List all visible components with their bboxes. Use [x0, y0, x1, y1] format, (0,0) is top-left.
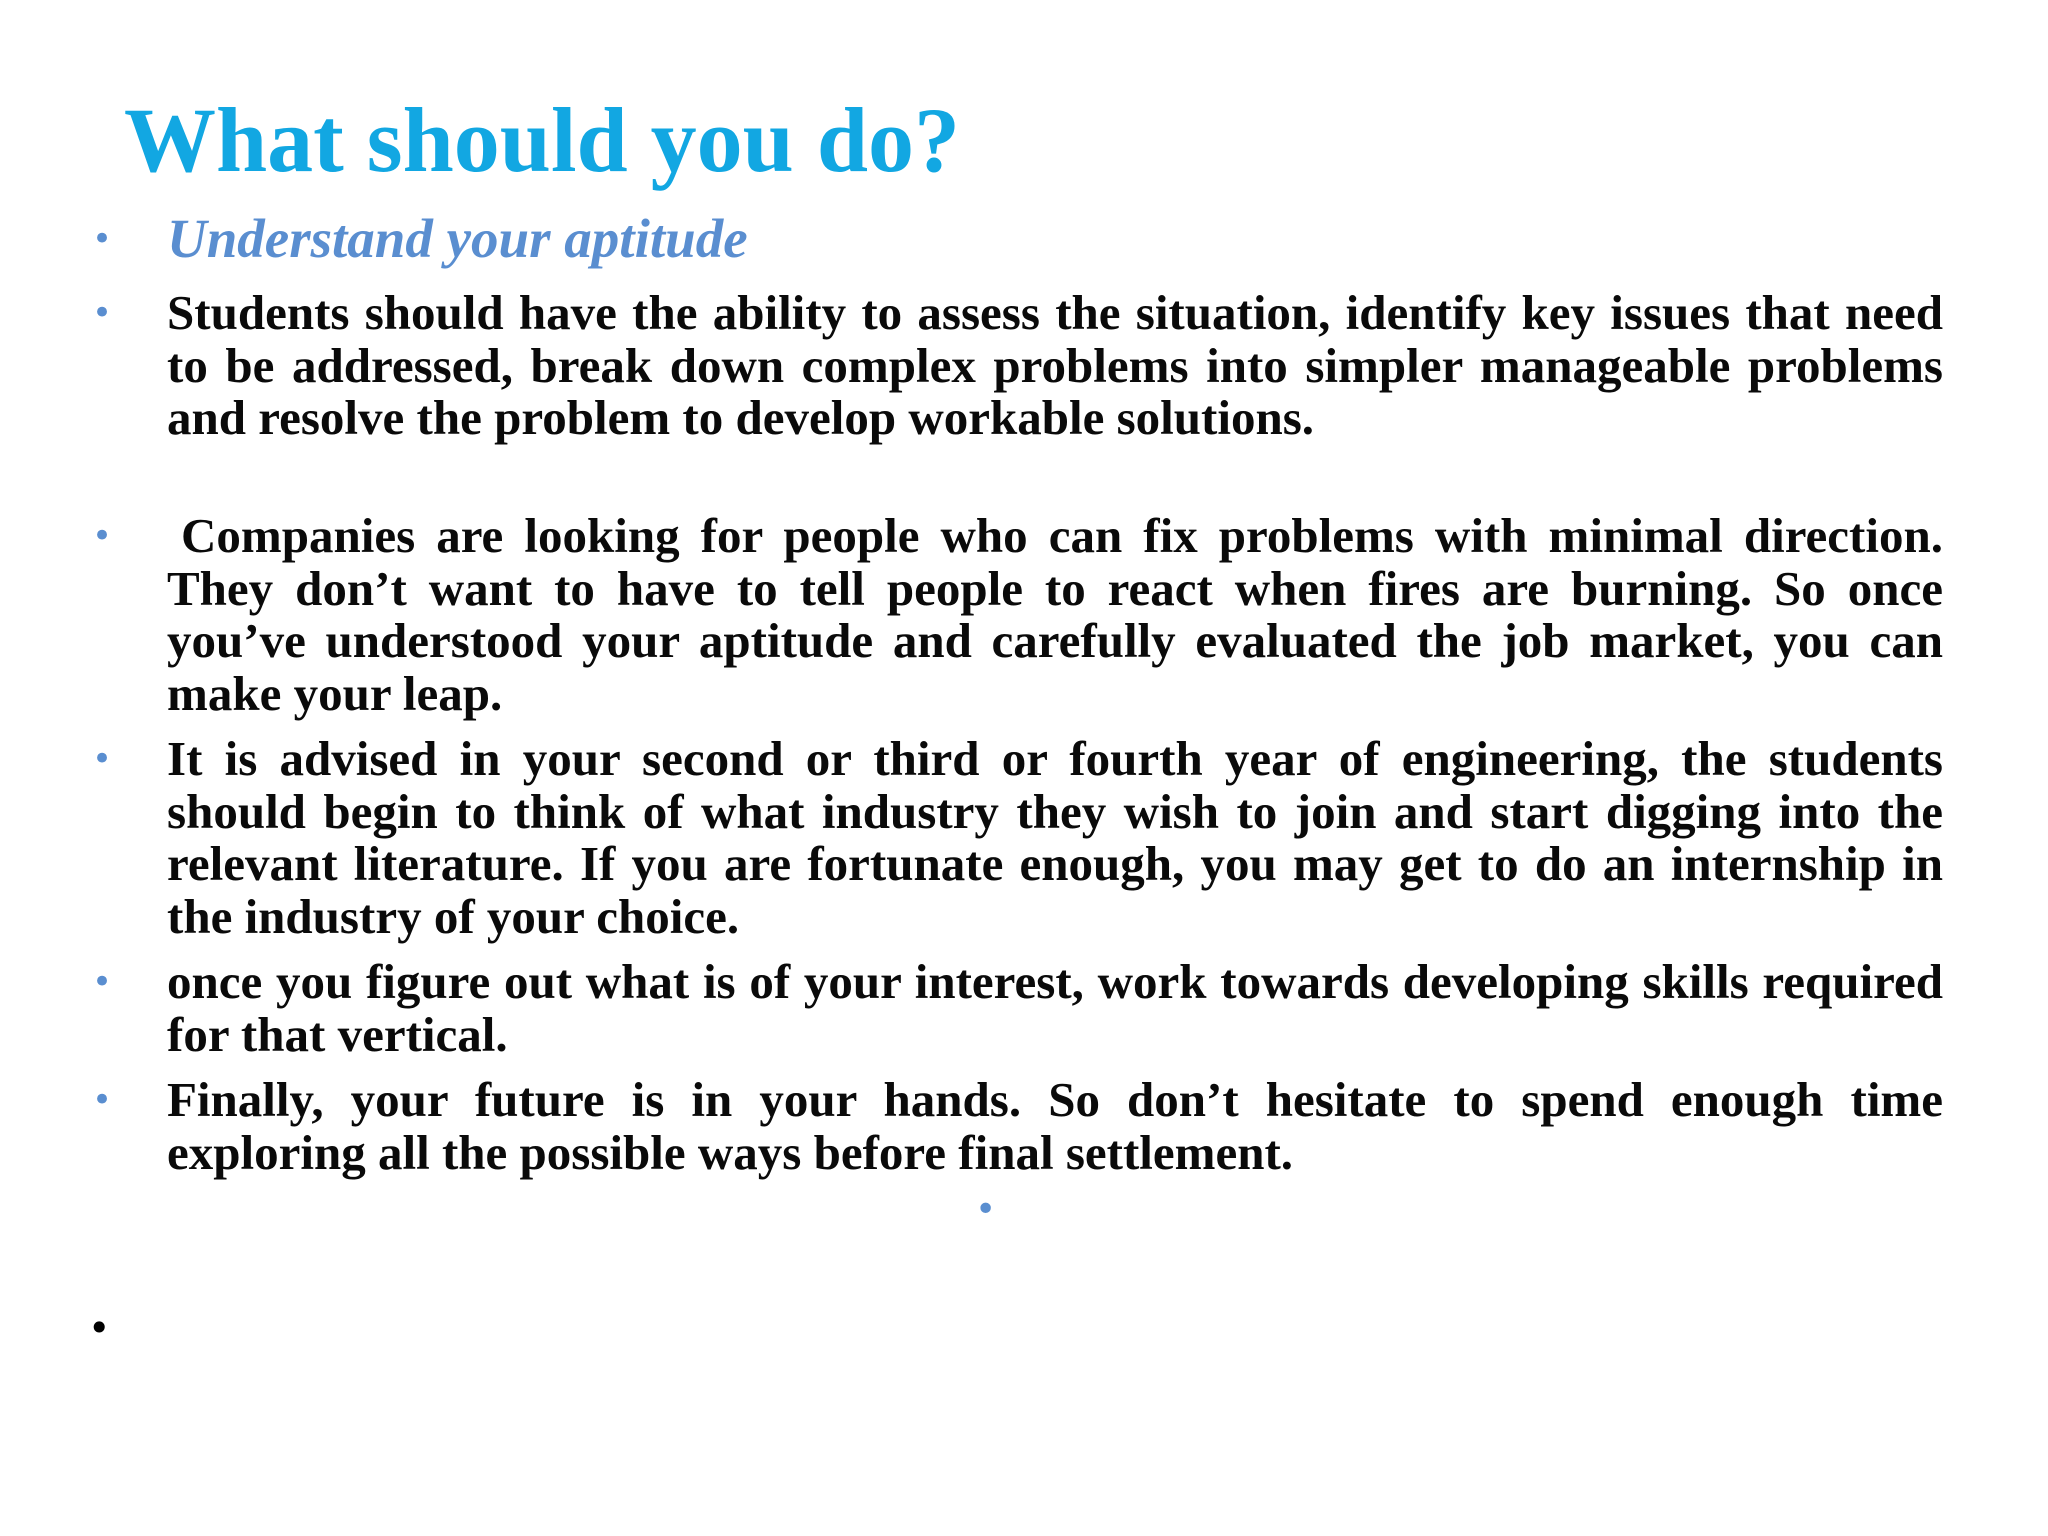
bullet-point-icon: • [92, 962, 113, 1002]
bullet-point-icon: • [92, 293, 113, 333]
bullet-point-icon: • [92, 739, 113, 779]
bullet-item [92, 954, 1943, 1062]
slide-title: What should you do? [124, 89, 960, 191]
empty-bullet-icon: • [975, 1189, 997, 1230]
bullet-point-icon: • [92, 516, 113, 556]
bullet-item [92, 731, 1943, 944]
bullet-item [92, 285, 1943, 445]
bullet-text: once you figure out what is of your interest, work towards developing skills required for that vertical. [167, 954, 1943, 1062]
bullet-text: Students should have the ability to assess the situation, identify key issues that need to be addressed, break down complex problems into simpler manageable problems and resolve the problem to develop workable solutions. [167, 285, 1943, 445]
empty-bullet-icon: • [88, 1306, 111, 1350]
bullet-point-icon: • [92, 1080, 113, 1120]
bullet-point-icon: • [92, 219, 113, 259]
bullet-item [92, 1072, 1943, 1180]
bullet-text: It is advised in your second or third or fourth year of engineering, the students should begin to think of what industry they wish to join and start digging into the relevant literature. If you are fortunate enough, you may get to do an internship in the industry of your choice. [167, 731, 1943, 944]
bullet-text: Finally, your future is in your hands. So don’t hesitate to spend enough time exploring all the possible ways before final settlement. [167, 1072, 1943, 1180]
subheading-text: Understand your aptitude [167, 208, 748, 269]
bullet-subheading [92, 208, 1943, 270]
bullet-item [92, 508, 1943, 721]
bullet-text: Companies are looking for people who can fix problems with minimal direction. They don’t want to have to tell people to react when fires are burning. So once you’ve understood your aptitude and carefully evaluated the job market, you can make your leap. [167, 508, 1943, 721]
